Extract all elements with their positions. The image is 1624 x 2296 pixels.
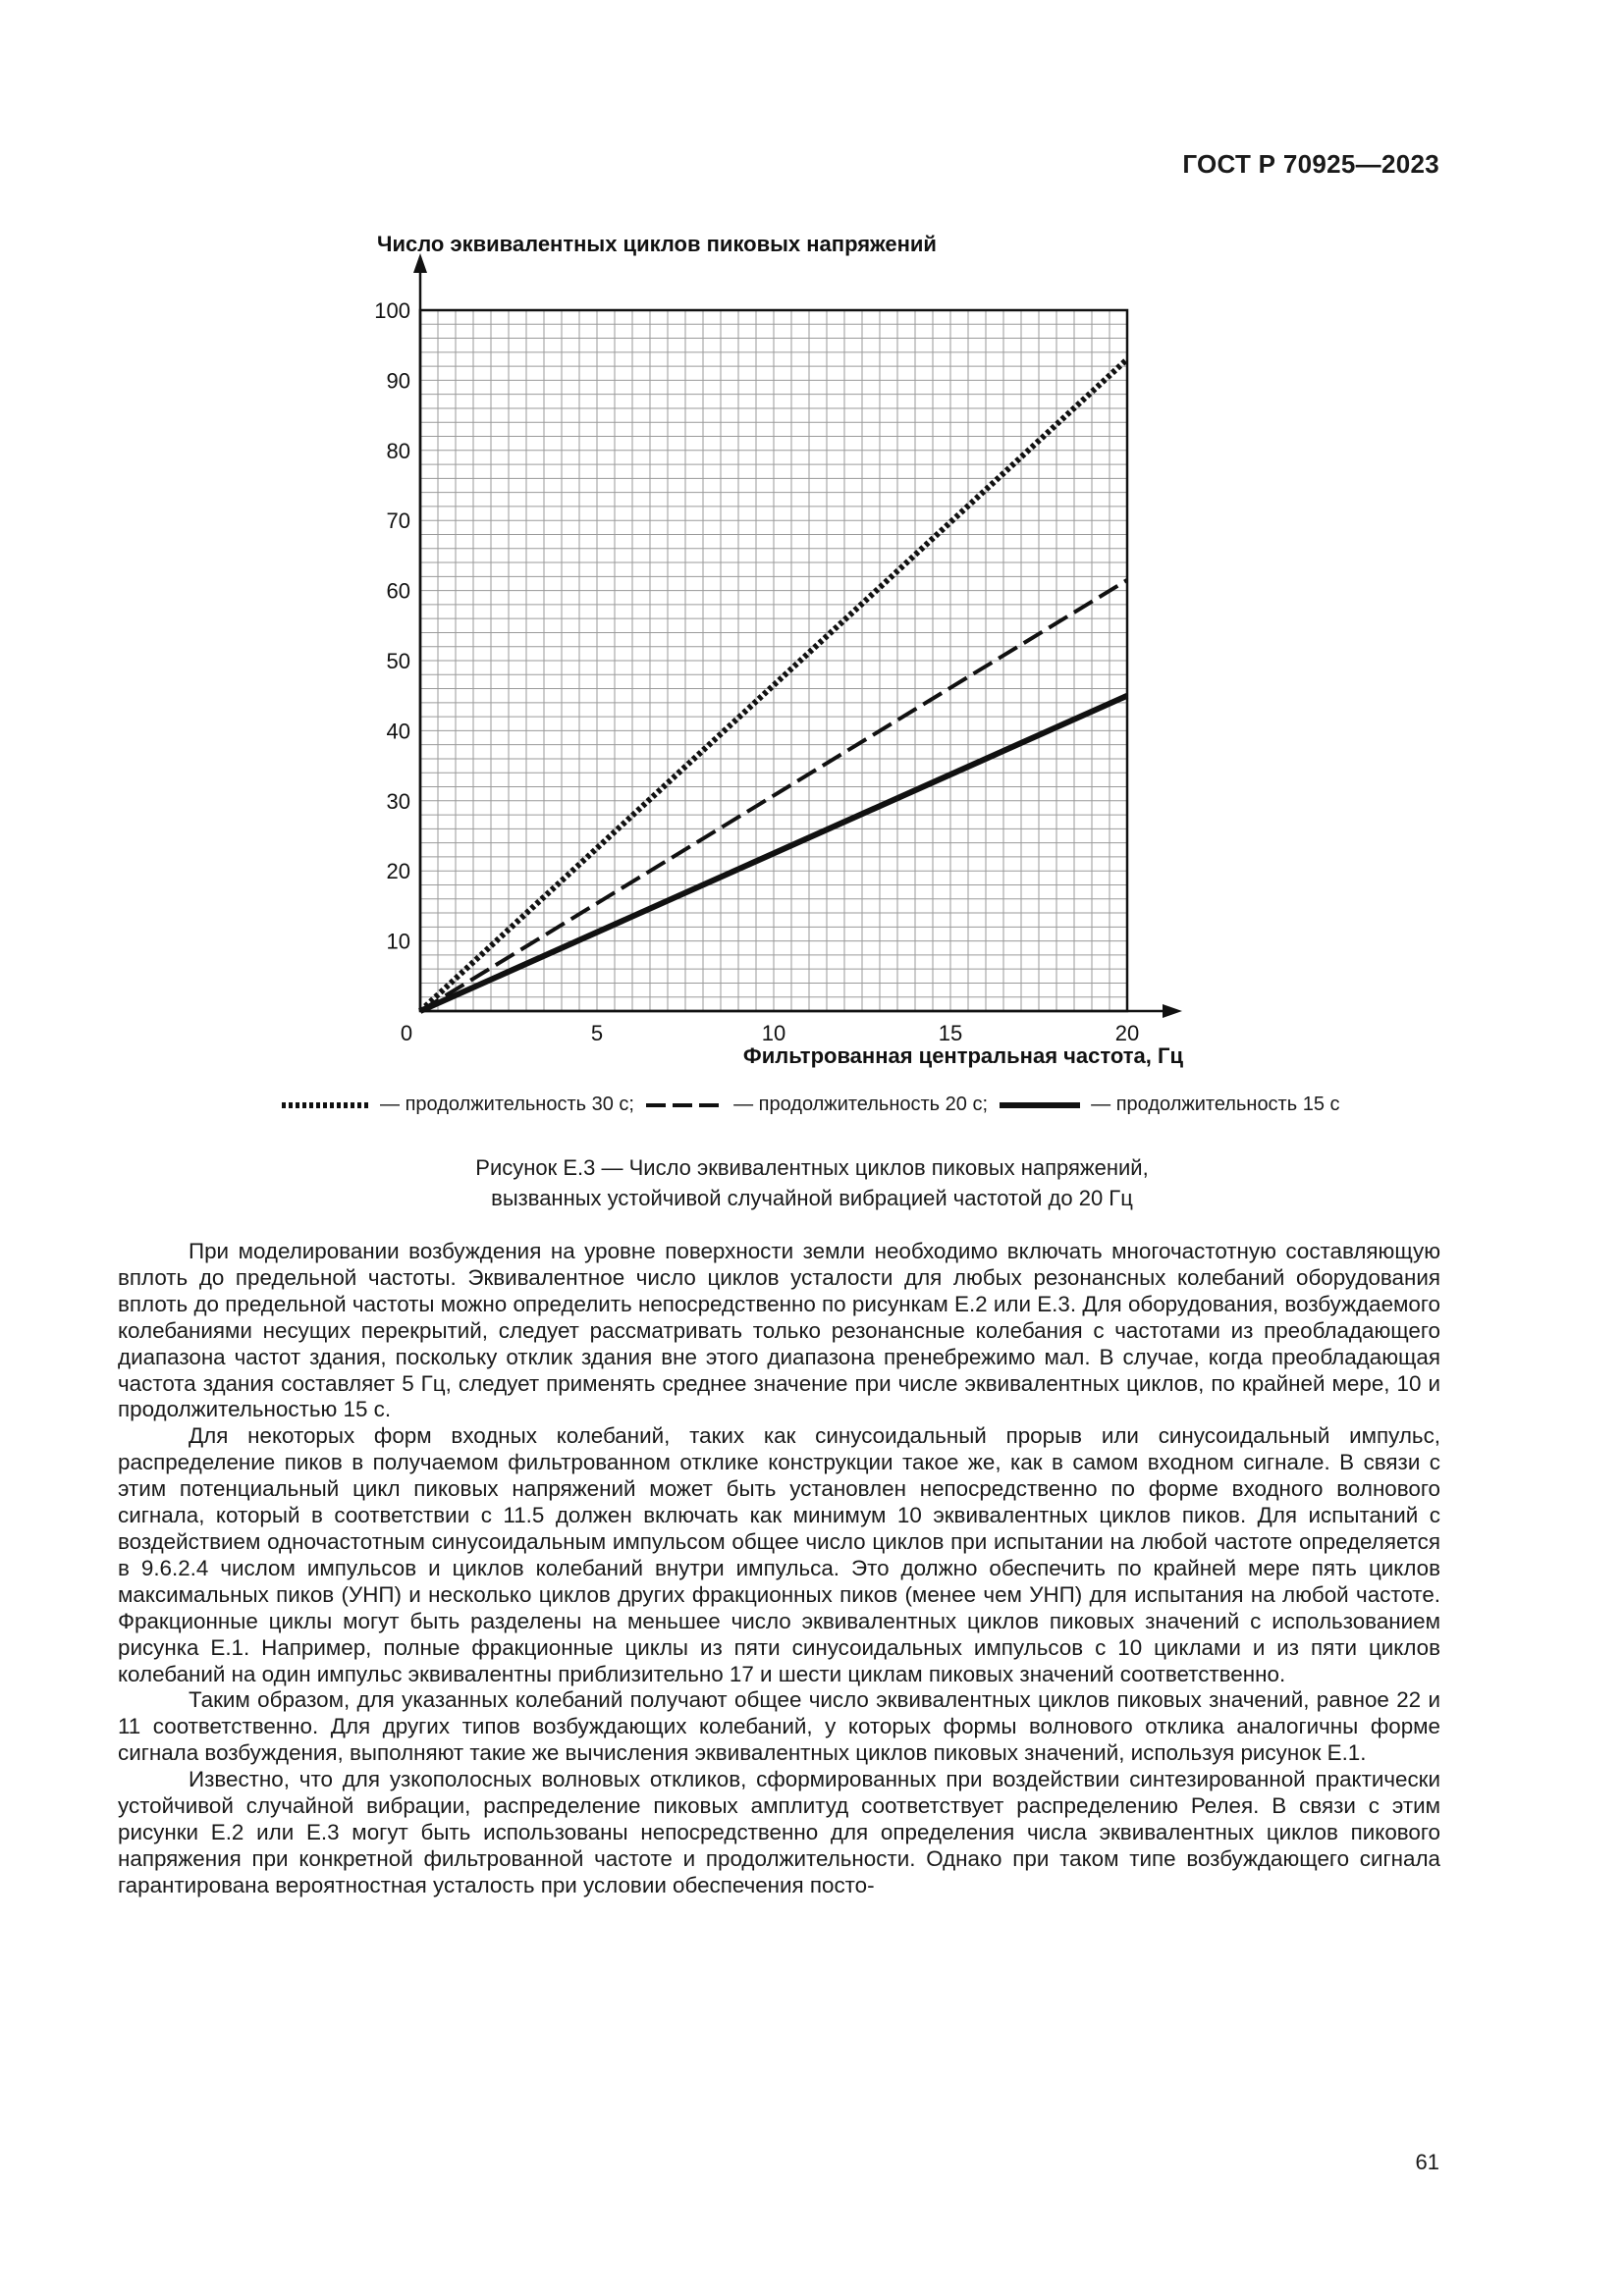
x-tick-label: 0 (400, 1021, 413, 1045)
y-tick-label: 90 (386, 368, 410, 394)
legend-label-20s: — продолжительность 20 с; (733, 1094, 989, 1115)
legend-label-15s: — продолжительность 15 с (1091, 1094, 1340, 1115)
paragraph: При моделировании возбуждения на уровне поверхности земли необходимо включать многочастотную составляющую вплоть до предельной частоты. Эквивалентное число циклов усталости для любых резонансных колебаний оборудования вплоть до предельной частоты можно определить непосредственно по рисункам Е.2 или Е.3. Для оборудования, возбуждаемого колебаниями несущих перекрытий, следует рассматривать только резонансные колебания с частотами из преобладающего диапазона частот здания, поскольку отклик здания вне этого диапазона пренебрежимо мал. В случае, когда преобладающая частота здания составляет 5 Гц, следует применять среднее значение при числе эквивалентных циклов, по крайней мере, 10 и продолжительностью 15 с. (118, 1239, 1440, 1422)
standard-designation: ГОСТ Р 70925—2023 (1182, 149, 1439, 179)
x-axis-title: Фильтрованная центральная частота, Гц (742, 1043, 1183, 1068)
page-number: 61 (1415, 2150, 1439, 2174)
caption-line-1: Рисунок Е.3 — Число эквивалентных циклов пиковых напряжений, (475, 1155, 1149, 1180)
legend-swatch-15s (998, 1099, 1082, 1111)
y-tick-label: 30 (386, 788, 410, 814)
y-tick-label: 40 (386, 719, 410, 744)
body-text (118, 1239, 1440, 1899)
legend-swatch-30s (280, 1099, 370, 1111)
y-tick-label: 20 (386, 859, 410, 884)
caption-line-2: вызванных устойчивой случайной вибрацией частотой до 20 Гц (491, 1186, 1133, 1210)
y-tick-label: 100 (374, 298, 410, 323)
paragraph: Таким образом, для указанных колебаний получают общее число эквивалентных циклов пиковых значений, равное 22 и 11 соответственно. Для других типов возбуждающих колебаний, у которых формы волнового отклика аналогичны форме сигнала возбуждения, выполняют такие же вычисления эквивалентных циклов пиковых значений, используя рисунок Е.1. (118, 1687, 1440, 1766)
cycles-chart (0, 0, 1624, 1090)
x-tick-label: 5 (590, 1021, 604, 1045)
x-axis-arrow (1163, 1004, 1182, 1018)
y-axis-title: Число эквивалентных циклов пиковых напряжений (377, 232, 937, 256)
figure-caption (0, 1152, 1624, 1213)
legend-swatch-20s (644, 1099, 725, 1111)
y-tick-label: 70 (386, 508, 410, 534)
paragraph: Известно, что для узкополосных волновых откликов, сформированных при воздействии синтезированной практически устойчивой случайной вибрации, распределение пиковых амплитуд соответствует распределению Релея. В связи с этим рисунки Е.2 или Е.3 могут быть использованы непосредственно для определения числа эквивалентных циклов пикового напряжения при конкретной фильтрованной частоте и продолжительности. Однако при таком типе возбуждающего сигнала гарантирована вероятностная усталость при условии обеспечения посто- (118, 1767, 1440, 1897)
y-tick-label: 80 (386, 438, 410, 463)
y-tick-label: 50 (386, 649, 410, 673)
chart-legend (0, 1094, 1624, 1116)
y-tick-label: 60 (386, 578, 410, 604)
y-tick-label: 10 (386, 929, 410, 954)
x-tick-label: 20 (1114, 1021, 1140, 1045)
paragraph: Для некоторых форм входных колебаний, таких как синусоидальный прорыв или синусоидальный импульс, распределение пиков в получаемом фильтрованном отклике конструкции такое же, как в самом входном сигнале. В связи с этим потенциальный цикл пиковых напряжений может быть установлен непосредственно по форме входного волнового сигнала, который в соответствии с 11.5 должен включать как минимум 10 эквивалентных циклов пиков. Для испытаний с воздействием одночастотным синусоидальным импульсом общее число циклов при испытании на любой частоте определяется в 9.6.2.4 числом импульсов и циклов колебаний внутри импульса. Это должно обеспечить по крайней мере пять циклов максимальных пиков (УНП) и несколько циклов других фракционных пиков (менее чем УНП) для испытания на любой частоте. Фракционные циклы могут быть разделены на меньшее число эквивалентных циклов пиковых значений с использованием рисунка Е.1. Например, полные фракционные циклы из пяти синусоидальных импульсов с 10 циклами и из пяти циклов колебаний на один импульс эквивалентны приблизительно 17 и шести циклам пиковых значений соответственно. (118, 1423, 1440, 1686)
y-axis-arrow (413, 253, 427, 273)
x-tick-label: 10 (761, 1021, 786, 1045)
x-tick-label: 15 (938, 1021, 963, 1045)
legend-label-30s: — продолжительность 30 с; (380, 1094, 634, 1115)
